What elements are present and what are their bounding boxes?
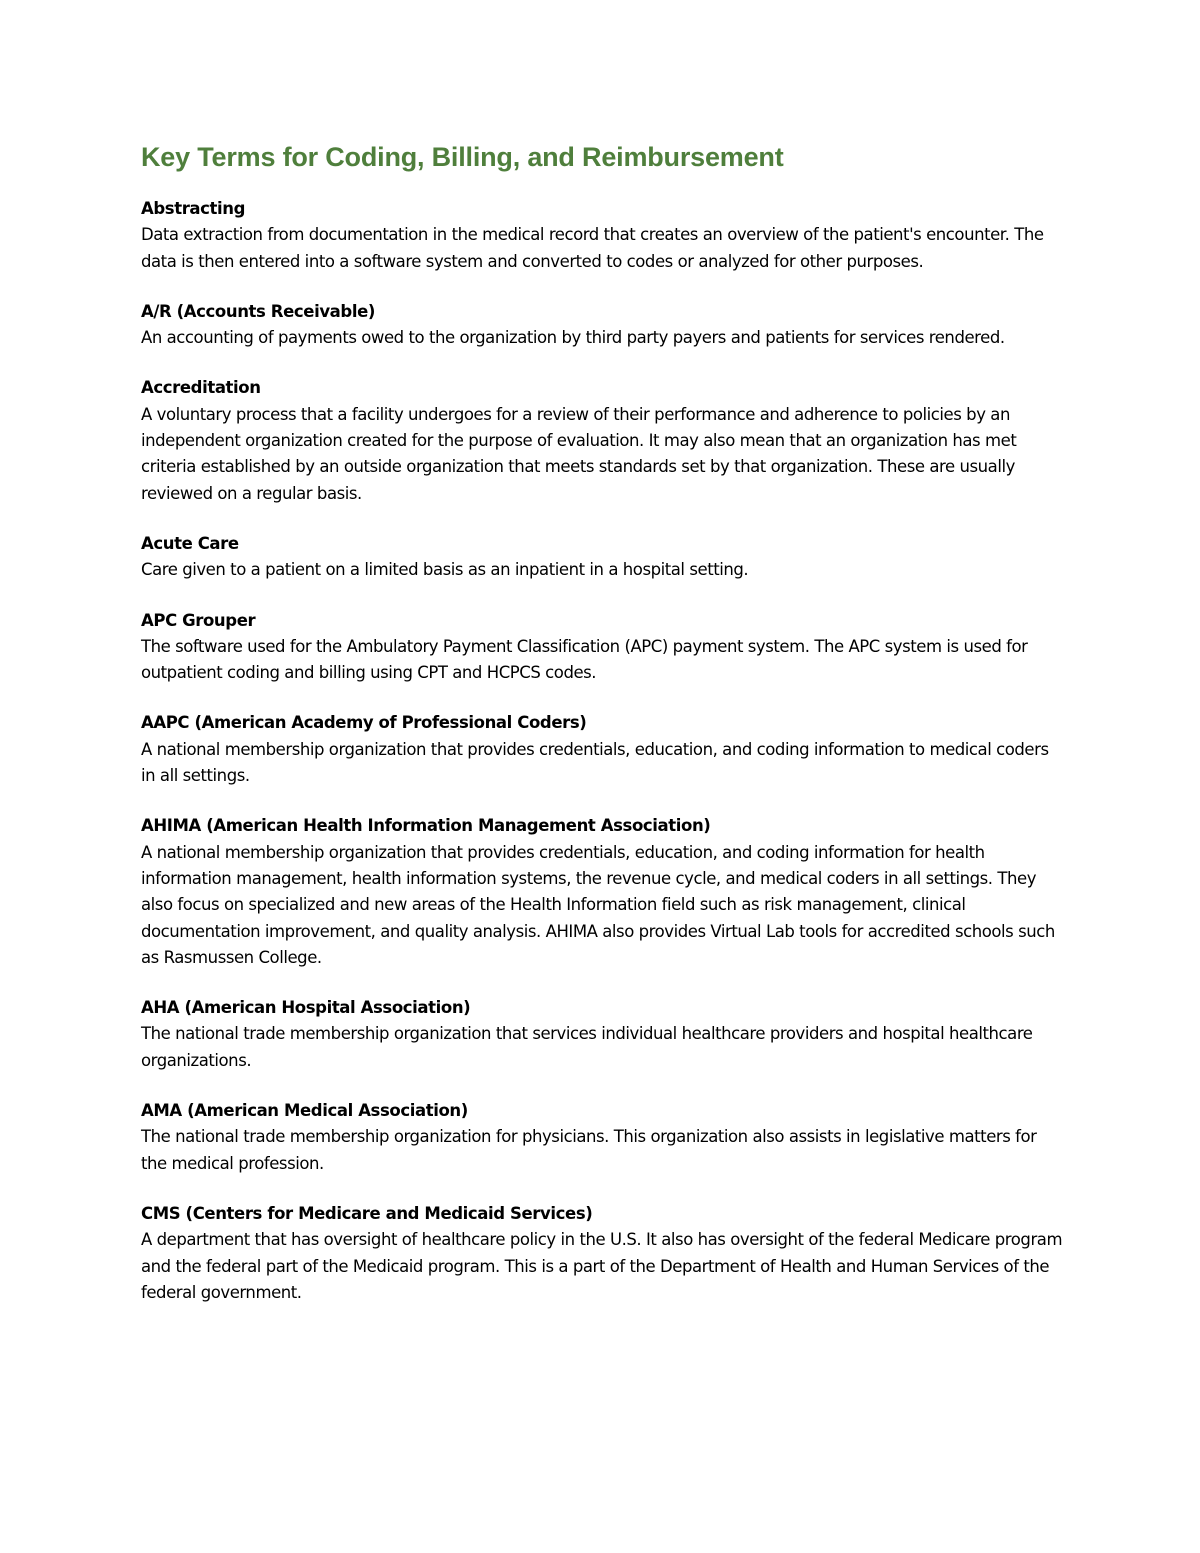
term-definition: A national membership organization that provides credentials, education, and coding information for health information management, health information systems, the revenue cycle, and medical coders in all settings. They also focus on specialized and new areas of the Health Information field such as risk management, clinical documentation improvement, and quality analysis. AHIMA also provides Virtual Lab tools for accredited schools such as Rasmussen College. xyxy=(141,842,1055,967)
document-content xyxy=(141,138,1066,1330)
term-name: AAPC (American Academy of Professional Coders) xyxy=(141,713,587,733)
term-entry xyxy=(141,1201,1066,1306)
term-entry xyxy=(141,995,1066,1074)
page-title: Key Terms for Coding, Billing, and Reimbursement xyxy=(141,142,784,172)
term-entry xyxy=(141,299,1066,352)
term-definition: A department that has oversight of healthcare policy in the U.S. It also has oversight of the federal Medicare program and the federal part of the Medicaid program. This is a part of the Department of Health and Human Services of the federal government. xyxy=(141,1230,1063,1302)
term-definition: A voluntary process that a facility undergoes for a review of their performance and adherence to policies by an independent organization created for the purpose of evaluation. It may also mean that an organization has met criteria established by an outside organization that meets standards set by that organization. These are usually reviewed on a regular basis. xyxy=(141,404,1017,503)
term-definition: The national trade membership organization for physicians. This organization also assists in legislative matters for the medical profession. xyxy=(141,1127,1037,1173)
term-entry xyxy=(141,813,1066,971)
term-name: AHA (American Hospital Association) xyxy=(141,998,471,1018)
term-entry xyxy=(141,531,1066,584)
term-definition: An accounting of payments owed to the organization by third party payers and patients for services rendered. xyxy=(141,328,1005,348)
term-entry xyxy=(141,608,1066,687)
term-name: A/R (Accounts Receivable) xyxy=(141,301,376,321)
term-definition: Data extraction from documentation in the medical record that creates an overview of the patient's encounter. The data is then entered into a software system and converted to codes or analyzed for other purposes. xyxy=(141,225,1044,271)
term-name: Acute Care xyxy=(141,533,239,553)
term-entry xyxy=(141,710,1066,789)
term-name: AMA (American Medical Association) xyxy=(141,1101,468,1121)
term-definition: A national membership organization that provides credentials, education, and coding information to medical coders in all settings. xyxy=(141,739,1049,786)
term-name: AHIMA (American Health Information Management Association) xyxy=(141,816,711,836)
term-name: CMS (Centers for Medicare and Medicaid Services) xyxy=(141,1203,593,1223)
term-definition: Care given to a patient on a limited basis as an inpatient in a hospital setting. xyxy=(141,560,749,580)
term-definition: The software used for the Ambulatory Payment Classification (APC) payment system. The APC system is used for outpatient coding and billing using CPT and HCPCS codes. xyxy=(141,636,1028,683)
term-name: Accreditation xyxy=(141,378,261,398)
term-entry xyxy=(141,375,1066,506)
term-name: Abstracting xyxy=(141,199,246,218)
term-entry xyxy=(141,1098,1066,1177)
term-definition: The national trade membership organization that services individual healthcare providers and hospital healthcare organizations. xyxy=(141,1024,1033,1070)
term-entry xyxy=(141,196,1066,275)
term-name: APC Grouper xyxy=(141,610,256,630)
